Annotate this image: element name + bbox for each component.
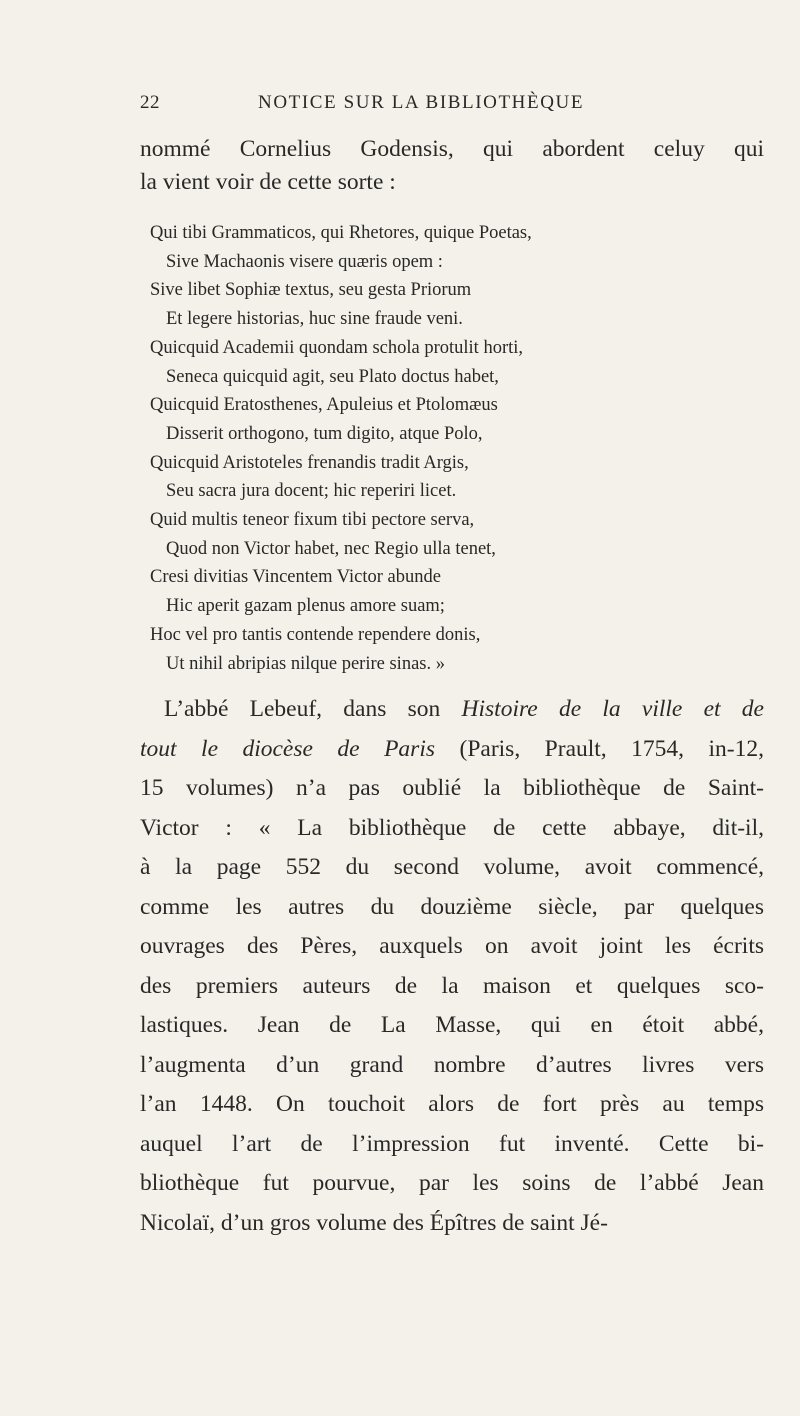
paragraph-line: Nicolaï, d’un gros volume des Épîtres de saint Jé- [140,1209,608,1236]
paragraph-line: l’augmenta d’un grand nombre d’autres livres vers [140,1051,764,1078]
paragraph-line: 15 volumes) n’a pas oublié la bibliothèque de Saint- [140,775,764,802]
verse-line: Ut nihil abripias nilque perire sinas. » [166,653,445,674]
running-head-title: NOTICE SUR LA BIBLIOTHÈQUE [258,92,585,113]
intro-line: la vient voir de cette sorte : [140,169,396,195]
verse-line: Qui tibi Grammaticos, qui Rhetores, quique Poetas, [150,223,532,243]
paragraph-line [140,690,764,730]
paragraph-line: des premiers auteurs de la maison et quelques sco- [140,972,764,999]
verse-line: Quicquid Academii quondam schola protulit horti, [150,337,524,358]
verse-line: Et legere historias, huc sine fraude veni. [166,309,463,330]
paragraph-line: auquel l’art de l’impression fut inventé. Cette bi- [140,1130,764,1157]
text-block [140,133,764,1243]
verse-line: Quod non Victor habet, nec Regio ulla tenet, [166,538,496,559]
verse-line: Seneca quicquid agit, seu Plato doctus habet, [166,366,499,387]
book-title-part: tout le diocèse de Paris [140,735,436,762]
latin-poem [150,219,764,678]
verse-line: Quid multis teneor fixum tibi pectore serva, [150,510,475,531]
paragraph-line: ouvrages des Pères, auxquels on avoit joint les écrits [140,933,764,960]
paragraph-line [140,730,764,770]
running-head [140,92,764,118]
book-title-part: Histoire de la ville et de [461,696,764,723]
paragraph-line: à la page 552 du second volume, avoit commencé, [140,854,764,881]
verse-line: Quicquid Eratosthenes, Apuleius et Ptolomæus [150,395,498,416]
paragraph-text: (Paris, Prault, 1754, in-12, [435,735,764,762]
paragraph-line: comme les autres du douzième siècle, par quelques [140,893,764,920]
intro-paragraph [140,133,764,199]
paragraph-text: L’abbé Lebeuf, dans son [164,696,462,723]
verse-line: Cresi divitias Vincentem Victor abunde [150,567,441,588]
verse-line: Hoc vel pro tantis contende rependere donis, [150,624,481,645]
verse-line: Quicquid Aristoteles frenandis tradit Argis, [150,452,469,473]
verse-line: Seu sacra jura docent; hic reperiri licet. [166,481,457,502]
verse-line: Hic aperit gazam plenus amore suam; [166,596,445,617]
page-number: 22 [140,92,160,113]
paragraph-line: l’an 1448. On touchoit alors de fort près au temps [140,1091,764,1118]
intro-line: nommé Cornelius Godensis, qui abordent celuy qui [140,136,764,162]
paragraph-line: bliothèque fut pourvue, par les soins de l’abbé Jean [140,1170,764,1197]
verse-line: Sive libet Sophiæ textus, seu gesta Priorum [150,280,472,301]
paragraph-line: lastiques. Jean de La Masse, qui en étoit abbé, [140,1012,764,1039]
lebeuf-paragraph [140,690,764,1243]
verse-line: Disserit orthogono, tum digito, atque Polo, [166,423,483,444]
paragraph-line: Victor : « La bibliothèque de cette abbaye, dit-il, [140,814,764,841]
verse-line: Sive Machaonis visere quæris opem : [166,251,443,272]
